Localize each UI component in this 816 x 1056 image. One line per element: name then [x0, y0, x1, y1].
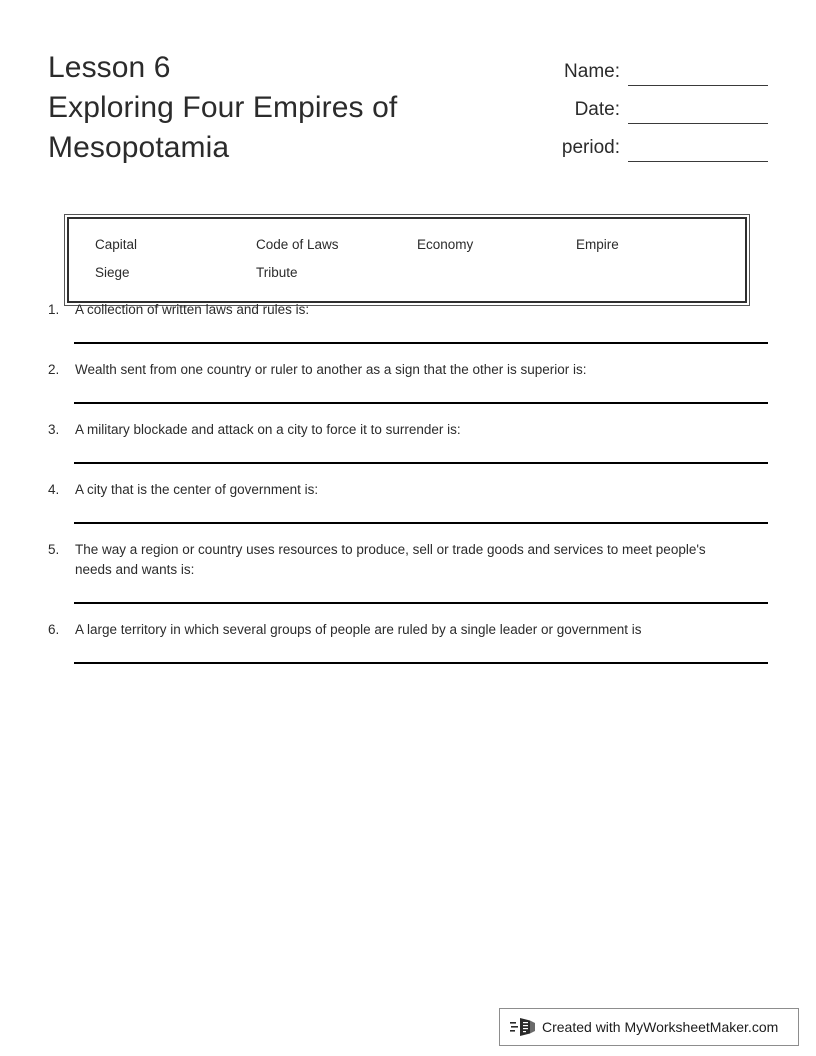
question-header — [0, 620, 816, 640]
question-number: 4. — [48, 482, 60, 497]
name-input[interactable] — [628, 63, 768, 86]
word-bank-term: Capital — [95, 237, 138, 252]
page-title — [48, 48, 508, 168]
question-header — [0, 480, 816, 500]
answer-line[interactable] — [74, 602, 768, 604]
word-bank-row — [69, 259, 745, 287]
word-bank-inner-border — [67, 217, 747, 303]
question-text: A military blockade and attack on a city to force it to surrender is: — [75, 422, 461, 437]
word-bank-term: Tribute — [256, 265, 298, 280]
question-item — [0, 360, 816, 404]
word-bank-term: Code of Laws — [256, 237, 339, 252]
title-line-3: Mesopotamia — [48, 131, 230, 164]
question-number: 3. — [48, 422, 60, 437]
footer-attribution-badge[interactable] — [499, 1008, 799, 1046]
word-bank-term: Economy — [417, 237, 474, 252]
answer-line[interactable] — [74, 522, 768, 524]
answer-line[interactable] — [74, 342, 768, 344]
question-header — [0, 300, 816, 320]
meta-row-name — [508, 48, 768, 86]
footer-attribution-text: Created with MyWorksheetMaker.com — [542, 1019, 779, 1035]
answer-line[interactable] — [74, 462, 768, 464]
period-label: period: — [561, 137, 620, 158]
word-bank-term: Empire — [576, 237, 619, 252]
period-input[interactable] — [628, 139, 768, 162]
meta-row-date — [508, 86, 768, 124]
answer-line[interactable] — [74, 662, 768, 664]
question-number: 5. — [48, 542, 60, 557]
question-list — [0, 300, 816, 680]
word-bank-term: Siege — [95, 265, 130, 280]
answer-line[interactable] — [74, 402, 768, 404]
question-number: 2. — [48, 362, 60, 377]
worksheet-header — [0, 0, 816, 185]
question-item — [0, 620, 816, 664]
question-number: 1. — [48, 302, 60, 317]
question-header — [0, 540, 816, 580]
date-label: Date: — [574, 99, 620, 120]
question-header — [0, 420, 816, 440]
word-bank-row — [69, 231, 745, 259]
word-bank — [64, 214, 750, 306]
question-item — [0, 540, 816, 604]
question-item — [0, 420, 816, 464]
meta-row-period — [508, 124, 768, 162]
title-line-2: Exploring Four Empires of — [48, 91, 398, 124]
question-text: Wealth sent from one country or ruler to another as a sign that the other is superior is: — [75, 362, 587, 377]
question-text: A collection of written laws and rules is: — [75, 302, 310, 317]
question-header — [0, 360, 816, 380]
question-item — [0, 300, 816, 344]
question-item — [0, 480, 816, 524]
student-info-block — [508, 48, 768, 162]
question-text: A large territory in which several groups of people are ruled by a single leader or government is — [75, 622, 642, 637]
title-line-1: Lesson 6 — [48, 51, 171, 84]
question-text: The way a region or country uses resources to produce, sell or trade goods and services to meet people's needs and wants is: — [75, 542, 706, 577]
question-number: 6. — [48, 622, 60, 637]
question-text: A city that is the center of government is: — [75, 482, 319, 497]
date-input[interactable] — [628, 101, 768, 124]
name-label: Name: — [564, 61, 620, 82]
flying-page-icon — [510, 1016, 536, 1038]
